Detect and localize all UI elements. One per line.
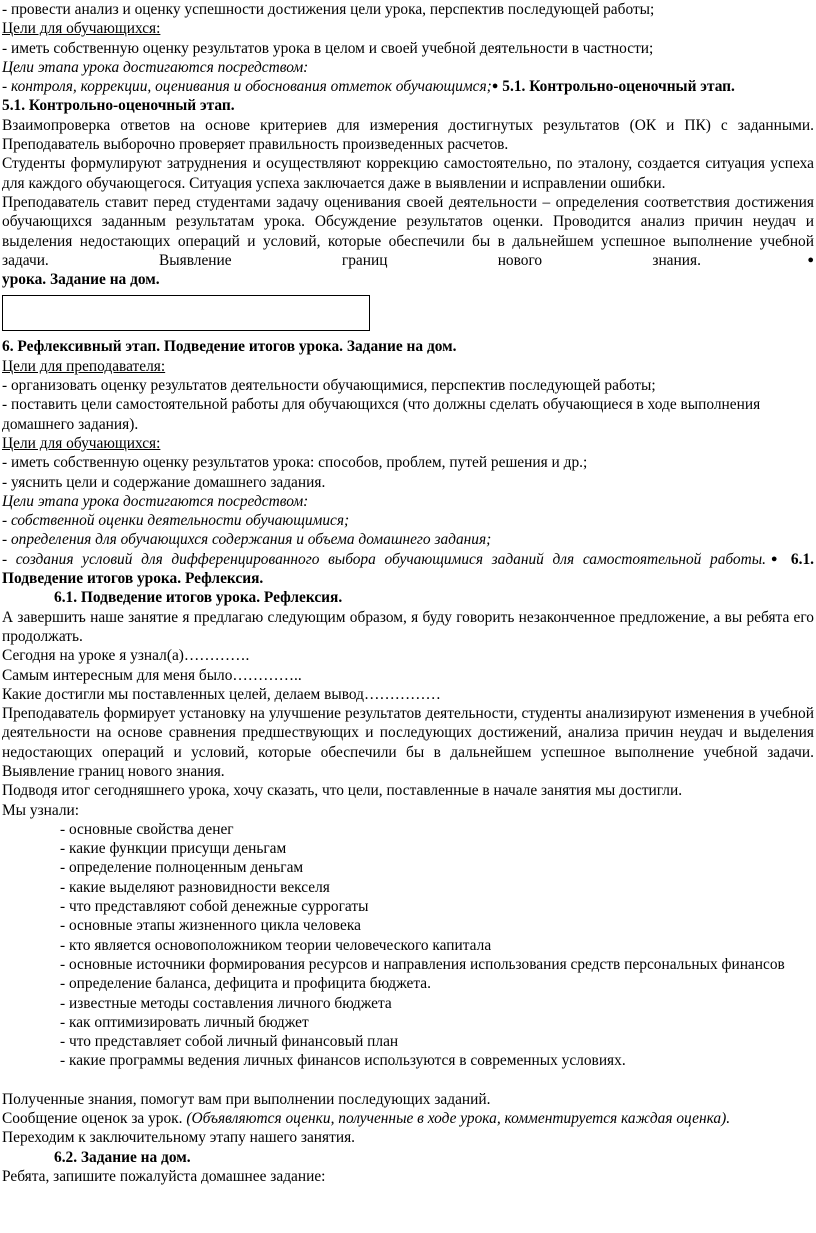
list-item: - какие программы ведения личных финансов используются в современных условиях. [60, 1052, 626, 1070]
text-line: - иметь собственную оценку результатов урока: способов, проблем, путей решения и др.; [2, 454, 588, 472]
bullet-icon: ● [700, 253, 814, 266]
paragraph: А завершить наше занятие я предлагаю следующим образом, я буду говорить незаконченное предложение, а вы ребята его продолжать. [2, 608, 814, 645]
text-fragment: - создания условий для дифференцированного выбора обучающимися заданий для самостоятельной работы. [2, 550, 767, 568]
text-line: Подводя итог сегодняшнего урока, хочу сказать, что цели, поставленные в начале занятия мы достигли. [2, 782, 683, 800]
text-fragment: Сообщение оценок за урок. [2, 1110, 187, 1128]
text-line: - поставить цели самостоятельной работы для обучающихся (что должны сделать обучающиеся в ходе выполнения домашнего задания). [2, 396, 761, 433]
list-item: - основные свойства денег [60, 820, 234, 838]
list-item: - что представляет собой личный финансовый план [60, 1033, 399, 1051]
paragraph: Взаимопроверка ответов на основе критериев для измерения достигнутых результатов (ОК и ПК) с заданными. Преподаватель выборочно проверяет правильность произведенных расчетов. [2, 116, 814, 154]
text-line [2, 550, 814, 589]
list-item: - что представляют собой денежные суррогаты [60, 898, 369, 916]
text-line: Ребята, запишите пожалуйста домашнее задание: [2, 1167, 326, 1185]
text-line [2, 1109, 814, 1128]
list-item: - кто является основоположником теории человеческого капитала [60, 936, 492, 954]
text-line: - уяснить цели и содержание домашнего задания. [2, 473, 326, 491]
text-line: - определения для обучающихся содержания и объема домашнего задания; [2, 531, 492, 549]
empty-box [2, 295, 370, 331]
text-line: Переходим к заключительному этапу нашего занятия. [2, 1129, 356, 1147]
text-line: - собственной оценки деятельности обучающимися; [2, 512, 350, 530]
text-line: Полученные знания, помогут вам при выполнении последующих заданий. [2, 1090, 491, 1108]
heading-means: Цели этапа урока достигаются посредством: [2, 58, 309, 76]
paragraph: Преподаватель формирует установку на улучшение результатов деятельности, студенты анализируют изменения в учебной деятельности на основе сравнения предшествующих и последующих достижений, анализа причин неудач и выделения недостающих операций и условий, которые обеспечили бы в дальнейшем успешное выполнение учебной задачи. Выявление границ нового знания. [2, 705, 814, 780]
heading-means: Цели этапа урока достигаются посредством: [2, 492, 309, 510]
heading-teacher-goals: Цели для преподавателя: [2, 357, 166, 375]
bullet-icon: ● [491, 80, 499, 93]
text-fragment: - контроля, коррекции, оценивания и обоснования отметок обучающимся; [2, 78, 492, 96]
text-line: - иметь собственную оценку результатов урока в целом и своей учебной деятельности в частности; [2, 39, 654, 57]
list-item: - какие функции присущи деньгам [60, 840, 287, 858]
list-item: - определение баланса, дефицита и профицита бюджета. [60, 975, 431, 993]
text-line [2, 77, 814, 96]
text-fragment: 6.1. Подведение итогов урока. Рефлексия. [2, 550, 814, 588]
list-item: - как оптимизировать личный бюджет [60, 1013, 309, 1031]
document-page [2, 0, 814, 1186]
text-line: Какие достигли мы поставленных целей, делаем вывод…………… [2, 685, 441, 703]
list-item: - определение полноценным деньгам [60, 859, 304, 877]
text-line: Сегодня на уроке я узнал(а)…………. [2, 647, 250, 665]
text-fragment: (Объявляются оценки, полученные в ходе урока, комментируется каждая оценка). [186, 1110, 731, 1128]
heading-student-goals: Цели для обучающихся: [2, 434, 161, 452]
list-item: - какие выделяют разновидности векселя [60, 878, 330, 896]
text-line: Самым интересным для меня было………….. [2, 666, 302, 684]
text-line: урока. Задание на дом. [2, 271, 160, 289]
heading-student-goals: Цели для обучающихся: [2, 20, 161, 38]
paragraph [2, 193, 814, 270]
text-fragment: 5.1. Контрольно-оценочный этап. [498, 78, 735, 96]
section-heading: 6. Рефлексивный этап. Подведение итогов урока. Задание на дом. [2, 338, 457, 356]
text-line: - организовать оценку результатов деятельности обучающимися, перспектив последующей работы; [2, 377, 656, 395]
subsection-heading: 6.1. Подведение итогов урока. Рефлексия. [54, 589, 343, 607]
bullet-icon: ● [766, 552, 783, 565]
text-fragment: Преподаватель ставит перед студентами задачу оценивания своей деятельности – определения соответствия достижения обучающихся заданным результатам урока. Обсуждение результатов оценки. Проводится анализ причин неудач и выделения недостающих операций и условий, которые обеспечили бы в дальнейшем успешное выполнение учебной задачи. Выявление границ нового знания. [2, 193, 814, 269]
text-line: Мы узнали: [2, 801, 80, 819]
list-item: - основные этапы жизненного цикла человека [60, 917, 361, 935]
list-item: - известные методы составления личного бюджета [60, 994, 392, 1012]
paragraph: Студенты формулируют затруднения и осуществляют коррекцию самостоятельно, по эталону, создается ситуация успеха для каждого обучающегося. Ситуация успеха заключается даже в выявлении и исправлении ошибки. [2, 155, 814, 192]
text-line: - провести анализ и оценку успешности достижения цели урока, перспектив последующей работы; [2, 1, 655, 18]
subsection-heading: 6.2. Задание на дом. [54, 1148, 191, 1166]
section-heading: 5.1. Контрольно-оценочный этап. [2, 97, 235, 115]
blank-line [2, 1071, 814, 1090]
list-item: - основные источники формирования ресурсов и направления использования средств персональных финансов [60, 955, 785, 973]
